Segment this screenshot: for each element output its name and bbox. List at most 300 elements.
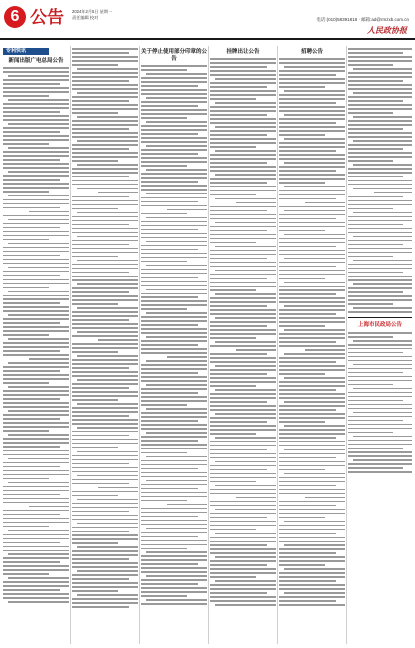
text-line <box>141 89 207 91</box>
text-line <box>210 218 276 220</box>
text-line <box>348 408 412 410</box>
text-line <box>3 306 69 308</box>
text-line <box>72 96 138 98</box>
text-line <box>141 113 207 115</box>
text-line <box>8 147 69 149</box>
text-line <box>236 202 276 204</box>
text-line <box>3 454 69 456</box>
text-line <box>8 553 69 555</box>
text-line <box>210 409 276 411</box>
text-line <box>146 456 207 458</box>
text-line <box>210 385 256 387</box>
text-line <box>72 104 138 106</box>
text-line <box>305 202 345 204</box>
text-line <box>3 442 69 444</box>
text-line <box>279 289 345 291</box>
text-line <box>210 74 276 76</box>
text-line <box>348 104 412 106</box>
text-line <box>141 591 207 593</box>
text-line <box>146 193 207 195</box>
text-line <box>348 64 393 66</box>
contact-line: 电话:(010)58391818 · 邮箱:ad@rmzxb.com.cn <box>316 17 409 22</box>
text-line <box>210 505 276 507</box>
text-line <box>215 509 276 511</box>
text-line <box>72 431 138 433</box>
text-line <box>279 513 345 515</box>
text-line <box>279 461 345 463</box>
text-line <box>3 295 69 297</box>
text-line <box>348 152 412 154</box>
text-line <box>279 297 345 299</box>
text-line <box>72 578 129 580</box>
text-line <box>3 247 69 249</box>
text-line <box>8 171 69 173</box>
text-line <box>72 415 129 417</box>
text-line <box>3 585 69 587</box>
text-line <box>210 592 267 594</box>
text-line <box>72 196 129 198</box>
text-line <box>279 357 345 359</box>
column-1 <box>3 46 69 644</box>
body-text <box>3 67 69 603</box>
text-line <box>348 272 403 274</box>
text-line <box>348 124 412 126</box>
text-line <box>141 328 207 330</box>
text-line <box>284 473 345 475</box>
text-line <box>210 286 276 288</box>
text-line <box>348 268 412 270</box>
text-line <box>210 226 276 228</box>
text-line <box>279 537 345 539</box>
text-line <box>348 376 412 378</box>
text-line <box>279 393 345 395</box>
text-line <box>210 301 276 303</box>
text-line <box>3 366 69 368</box>
text-line <box>29 506 69 508</box>
text-line <box>3 227 60 229</box>
text-line <box>141 344 198 346</box>
text-line <box>141 237 207 239</box>
text-line <box>348 200 412 202</box>
text-line <box>3 203 69 205</box>
text-line <box>3 569 69 571</box>
text-line <box>8 338 69 340</box>
text-line <box>3 494 60 496</box>
text-line <box>141 392 198 394</box>
text-line <box>279 70 345 72</box>
text-line <box>72 467 138 469</box>
text-line <box>141 125 207 127</box>
text-line <box>210 138 276 140</box>
section-tag: 专利快讯 <box>3 48 49 55</box>
text-line <box>98 487 138 489</box>
text-line <box>210 82 276 84</box>
text-line <box>279 293 336 295</box>
text-line <box>141 352 207 354</box>
text-line <box>141 165 187 167</box>
text-line <box>146 384 207 386</box>
text-line <box>279 445 345 447</box>
text-line <box>210 162 267 164</box>
text-line <box>146 408 207 410</box>
text-line <box>279 238 345 240</box>
text-line <box>279 182 325 184</box>
text-line <box>72 515 138 517</box>
text-line <box>8 601 69 603</box>
text-line <box>215 317 276 319</box>
text-line <box>348 156 412 158</box>
text-line <box>279 433 345 435</box>
text-line <box>210 600 276 602</box>
text-line <box>72 495 118 497</box>
text-line <box>279 130 345 132</box>
text-line <box>210 266 276 268</box>
text-line <box>72 120 138 122</box>
text-line <box>3 79 69 81</box>
text-line <box>210 262 276 264</box>
text-line <box>3 546 69 548</box>
text-line <box>72 447 118 449</box>
text-line <box>215 102 276 104</box>
text-line <box>3 111 60 113</box>
text-line <box>3 179 60 181</box>
text-line <box>215 580 276 582</box>
text-line <box>3 287 49 289</box>
text-line <box>141 269 207 271</box>
text-line <box>348 128 403 130</box>
text-line <box>210 421 267 423</box>
text-line <box>72 232 138 234</box>
text-line <box>141 161 207 163</box>
text-line <box>279 122 336 124</box>
text-line <box>279 385 345 387</box>
text-line <box>3 115 69 117</box>
text-line <box>348 471 412 473</box>
text-line <box>279 102 336 104</box>
text-line <box>77 68 138 70</box>
text-line <box>141 233 207 235</box>
page-number-badge: 6 <box>4 6 26 28</box>
text-line <box>279 194 345 196</box>
text-line <box>141 181 198 183</box>
text-line <box>348 424 412 426</box>
text-line <box>284 544 345 546</box>
text-line <box>72 112 118 114</box>
text-line <box>348 248 412 250</box>
text-line <box>210 369 276 371</box>
text-line <box>72 224 129 226</box>
text-line <box>210 194 256 196</box>
text-line <box>215 365 276 367</box>
text-line <box>3 103 69 105</box>
text-line <box>8 291 69 293</box>
text-line <box>141 253 207 255</box>
text-line <box>3 191 49 193</box>
text-line <box>3 322 60 324</box>
text-line <box>279 525 345 527</box>
text-line <box>141 225 207 227</box>
text-line <box>3 398 60 400</box>
text-line <box>8 362 69 364</box>
text-line <box>141 153 198 155</box>
text-line <box>215 556 276 558</box>
text-line <box>210 90 276 92</box>
text-line <box>279 509 345 511</box>
text-line <box>210 142 276 144</box>
text-line <box>77 116 138 118</box>
text-line <box>284 186 345 188</box>
text-line <box>72 100 129 102</box>
text-line <box>146 169 207 171</box>
text-line <box>3 573 49 575</box>
text-line <box>8 577 69 579</box>
text-line <box>284 568 345 570</box>
text-line <box>3 259 69 261</box>
text-line <box>141 444 207 446</box>
text-line <box>72 383 138 385</box>
text-line <box>72 439 138 441</box>
text-line <box>348 368 412 370</box>
text-line <box>141 508 207 510</box>
text-line <box>72 176 129 178</box>
text-line <box>141 281 207 283</box>
text-line <box>8 99 69 101</box>
text-line <box>3 71 69 73</box>
text-line <box>3 91 69 93</box>
text-line <box>210 401 267 403</box>
text-line <box>3 565 69 567</box>
text-line <box>353 116 412 118</box>
text-line <box>141 595 187 597</box>
text-line <box>210 477 276 479</box>
text-line <box>146 599 207 601</box>
text-line <box>3 330 69 332</box>
text-line <box>8 243 69 245</box>
text-line <box>210 353 267 355</box>
text-line <box>146 575 207 577</box>
text-line <box>77 570 138 572</box>
text-line <box>279 481 345 483</box>
text-line <box>279 301 345 303</box>
text-line <box>77 546 138 548</box>
text-line <box>210 377 276 379</box>
text-line <box>210 297 276 299</box>
text-line <box>3 561 60 563</box>
text-line <box>284 282 345 284</box>
text-line <box>141 492 207 494</box>
text-line <box>210 214 276 216</box>
text-line <box>8 219 69 221</box>
text-line <box>146 551 207 553</box>
text-line <box>141 129 207 131</box>
text-line <box>279 501 345 503</box>
text-line <box>215 222 276 224</box>
text-line <box>348 132 412 134</box>
text-line <box>167 504 207 506</box>
text-line <box>210 313 276 315</box>
text-line <box>3 131 60 133</box>
text-line <box>279 441 345 443</box>
text-line <box>72 303 118 305</box>
text-line <box>3 310 69 312</box>
text-line <box>8 123 69 125</box>
text-line <box>279 541 345 543</box>
text-line <box>77 92 138 94</box>
text-line <box>279 584 345 586</box>
text-line <box>210 405 276 407</box>
text-line <box>3 450 69 452</box>
text-line <box>348 404 412 406</box>
text-line <box>210 445 276 447</box>
text-line <box>279 485 336 487</box>
text-line <box>141 476 207 478</box>
text-line <box>279 226 345 228</box>
text-line <box>348 264 412 266</box>
text-line <box>8 75 69 77</box>
text-line <box>348 172 412 174</box>
text-line <box>348 352 403 354</box>
text-line <box>72 52 129 54</box>
text-line <box>210 541 276 543</box>
text-line <box>3 390 69 392</box>
text-line <box>279 118 345 120</box>
text-line <box>279 126 345 128</box>
text-line <box>279 437 336 439</box>
text-line <box>348 416 412 418</box>
text-line <box>141 571 207 573</box>
text-line <box>284 138 345 140</box>
text-line <box>72 315 138 317</box>
text-line <box>72 240 138 242</box>
text-line <box>348 432 393 434</box>
text-line <box>141 496 207 498</box>
text-line <box>3 394 69 396</box>
text-line <box>8 410 69 412</box>
text-line <box>284 425 345 427</box>
text-line <box>77 403 138 405</box>
text-line <box>72 582 138 584</box>
text-line <box>210 242 256 244</box>
text-line <box>3 581 69 583</box>
text-line <box>210 254 276 256</box>
text-line <box>141 500 187 502</box>
text-line <box>3 235 69 237</box>
text-line <box>146 289 207 291</box>
text-line <box>3 370 60 372</box>
text-line <box>141 105 198 107</box>
text-line <box>72 76 138 78</box>
text-line <box>353 340 412 342</box>
body-text <box>279 58 345 605</box>
masthead-meta <box>72 9 112 20</box>
text-line <box>72 407 138 409</box>
text-line <box>210 417 276 419</box>
text-line <box>3 514 60 516</box>
article-headline: 关于停止使用部分印章的公告 <box>141 49 207 62</box>
text-line <box>72 60 138 62</box>
text-line <box>3 446 60 448</box>
text-line <box>72 391 138 393</box>
text-line <box>3 502 69 504</box>
text-line <box>210 552 276 554</box>
text-line <box>348 420 403 422</box>
text-line <box>279 345 345 347</box>
text-line <box>210 373 267 375</box>
text-line <box>279 429 345 431</box>
text-line <box>72 538 138 540</box>
text-line <box>284 66 345 68</box>
text-line <box>141 257 207 259</box>
text-line <box>141 440 198 442</box>
text-line <box>348 463 412 465</box>
text-line <box>348 444 412 446</box>
text-line <box>72 347 138 349</box>
text-line <box>279 78 345 80</box>
article-headline: 上海市民政局公告 <box>357 321 402 328</box>
text-line <box>3 518 69 520</box>
text-line <box>279 242 345 244</box>
text-line <box>279 154 345 156</box>
text-line <box>141 316 207 318</box>
text-line <box>348 384 393 386</box>
text-line <box>279 74 336 76</box>
text-line <box>3 478 49 480</box>
text-line <box>141 540 207 542</box>
text-line <box>3 163 69 165</box>
text-line <box>374 192 412 194</box>
text-line <box>72 395 138 397</box>
text-line <box>215 150 276 152</box>
text-line <box>348 76 412 78</box>
text-line <box>3 334 49 336</box>
text-line <box>77 164 138 166</box>
text-line <box>210 397 276 399</box>
text-line <box>3 151 69 153</box>
text-line <box>279 477 345 479</box>
text-line <box>72 471 138 473</box>
text-line <box>141 516 198 518</box>
text-line <box>72 295 138 297</box>
text-line <box>348 295 412 297</box>
text-line <box>141 117 187 119</box>
text-line <box>348 48 412 50</box>
text-line <box>141 296 198 298</box>
text-line <box>215 126 276 128</box>
text-line <box>348 428 412 430</box>
text-line <box>72 72 138 74</box>
column-2 <box>72 46 138 644</box>
text-line <box>141 388 207 390</box>
text-line <box>353 388 412 390</box>
text-line <box>348 451 412 453</box>
masthead <box>0 0 415 40</box>
text-line <box>3 159 60 161</box>
text-line <box>141 185 207 187</box>
text-line <box>3 239 49 241</box>
text-line <box>279 373 325 375</box>
text-line <box>72 443 138 445</box>
text-line <box>98 192 138 194</box>
text-line <box>279 86 325 88</box>
text-line <box>146 73 207 75</box>
text-line <box>146 97 207 99</box>
text-line <box>348 176 403 178</box>
text-line <box>146 145 207 147</box>
text-line <box>348 100 403 102</box>
text-line <box>72 279 138 281</box>
text-line <box>210 548 276 550</box>
text-line <box>3 498 69 500</box>
